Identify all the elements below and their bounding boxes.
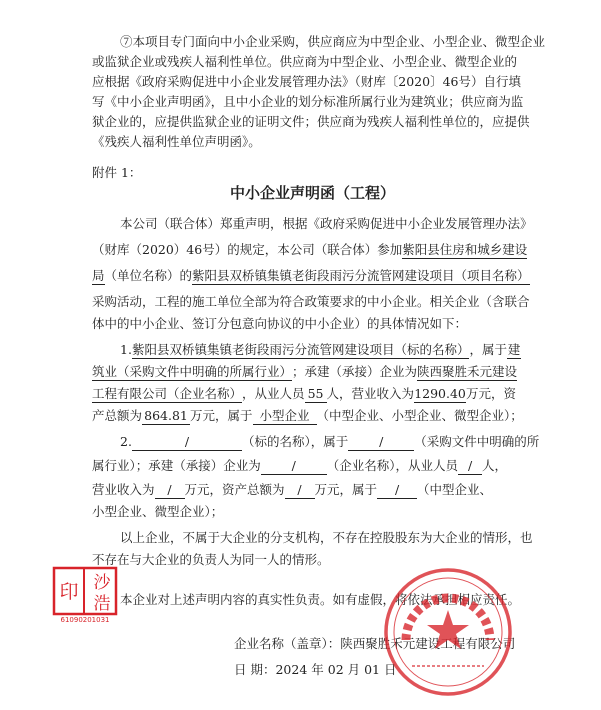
closing-line-1: 以上企业，不属于大企业的分支机构，不存在控股股东为大企业的情形，也 xyxy=(120,530,533,545)
signature-date-value: 2024 年 02 月 01 日 xyxy=(275,662,397,677)
intro-text: （单位名称）的 xyxy=(104,268,193,283)
notice-line-1: ⑦本项目专门面向中小企业采购，供应商应为中型企业、小型企业、微型企业 xyxy=(120,34,546,49)
personal-seal-char-2: 印 xyxy=(59,581,79,603)
purchaser-field: 紫阳县住房和城乡建设 xyxy=(402,242,528,257)
item2-text: （企业名称），从业人员 xyxy=(326,458,459,473)
item2-text: （中型企业、 xyxy=(417,482,493,497)
intro-line-4: 采购活动，工程的施工单位全部为符合政策要求的中小企业。相关企业（含联合 xyxy=(92,294,530,309)
item1-text: 人，营业收入为 xyxy=(326,386,415,401)
signature-company-label: 企业名称（盖章）： xyxy=(234,636,341,651)
item1-assets-field: 864.81 xyxy=(142,408,190,425)
item2-text: 属行业） xyxy=(92,458,136,473)
notice-line-4: 写《中小企业声明函》，且中小企业的划分标准所属行业为建筑业；供应商为监 xyxy=(92,94,524,109)
closing-line-3: 本企业对上述声明内容的真实性负责。如有虚假，将依法承担相应责任。 xyxy=(120,592,521,607)
item1-text: ，从业人员 xyxy=(242,386,305,401)
personal-seal-number: 61090201031 xyxy=(60,616,110,624)
item2-line-1 xyxy=(120,432,539,452)
purchaser-field-cont: 局 xyxy=(92,268,105,283)
project-name-field: 紫阳县双桥镇集镇老街段雨污分流管网建设项目（项目名称） xyxy=(192,268,530,283)
item2-text: 万元，属于 xyxy=(314,482,378,497)
item1-text: ，属于 xyxy=(469,342,507,357)
item1-project-field: 紫阳县双桥镇集镇老街段雨污分流管网建设项目（标的名称） xyxy=(131,342,470,357)
item1-company-field-cont: 工程有限公司（企业名称） xyxy=(92,386,243,401)
item1-line-3 xyxy=(92,384,516,404)
notice-line-2: 或监狱企业或残疾人福利性单位。供应商为中型企业、小型企业、微型企业的 xyxy=(92,54,518,69)
signature-date-line xyxy=(234,660,396,680)
item1-text: 万元，属于 xyxy=(190,408,253,423)
item1-staff-field: 55 xyxy=(305,386,327,403)
item2-text: 人， xyxy=(482,458,508,473)
personal-seal-char-3: 浩 xyxy=(93,594,111,614)
item2-line-2 xyxy=(92,456,507,476)
closing-line-2: 不存在与大企业的负责人为同一人的情形。 xyxy=(92,552,330,567)
item1-company-field: 陕西聚胜禾元建设 xyxy=(417,364,518,379)
item1-text: ；承建（承接）企业为 xyxy=(292,364,418,379)
item2-text: ；承建（承接）企业为 xyxy=(135,458,261,473)
item1-text: 产总额为 xyxy=(92,408,143,423)
item2-industry-field: / xyxy=(348,434,414,451)
personal-seal xyxy=(52,566,118,624)
personal-seal-graphic xyxy=(52,566,118,624)
item1-line-2 xyxy=(92,362,517,382)
attachment-label: 附件 1： xyxy=(92,165,142,180)
intro-line-3 xyxy=(92,266,530,286)
item1-line-4 xyxy=(92,406,523,426)
personal-seal-char-1: 沙 xyxy=(93,573,111,593)
intro-line-2 xyxy=(92,240,527,260)
item2-project-field: / xyxy=(132,434,242,451)
item2-staff-field: / xyxy=(458,458,482,475)
company-seal xyxy=(382,566,514,698)
item2-line-3 xyxy=(92,480,492,500)
item1-line-1 xyxy=(120,340,521,360)
item1-industry-field-cont: 筑业（采购文件中明确的所属行业） xyxy=(92,364,293,379)
item1-size-field: 小型企业 xyxy=(253,408,317,425)
notice-line-3: 应根据《政府采购促进中小企业发展管理办法》（财库〔2020〕46号）自行填 xyxy=(92,74,521,89)
item1-revenue-field: 1290.40 xyxy=(414,386,466,401)
intro-text: （财库（2020）46号）的规定，本公司（联合体）参加 xyxy=(92,242,403,257)
company-seal-graphic xyxy=(382,566,514,698)
item1-number: 1. xyxy=(120,342,132,357)
intro-line-1: 本公司（联合体）郑重声明，根据《政府采购促进中小企业发展管理办法》 xyxy=(120,216,533,231)
item2-assets-field: / xyxy=(285,482,315,499)
item2-revenue-field: / xyxy=(155,482,185,499)
item2-company-field: / xyxy=(261,458,327,475)
notice-line-6: 《残疾人福利性单位声明函》。 xyxy=(92,134,261,149)
notice-line-5: 狱企业的，应提供监狱企业的证明文件；供应商为残疾人福利性单位的，应提供 xyxy=(92,114,530,129)
item2-line-4: 小型企业、微型企业）； xyxy=(92,504,224,519)
item2-text: 营业收入为 xyxy=(92,482,155,497)
signature-company-name: 陕西聚胜禾元建设工程有限公司 xyxy=(340,636,516,651)
item2-text: （标的名称），属于 xyxy=(241,434,349,449)
signature-date-label: 日 期： xyxy=(234,662,276,677)
item1-text: 万元，资 xyxy=(466,386,517,401)
item2-size-field: / xyxy=(377,482,417,499)
item2-text: （采购文件中明确的所 xyxy=(414,434,540,449)
document-title: 中小企业声明函（工程） xyxy=(230,184,396,202)
item2-text: 万元，资产总额为 xyxy=(184,482,285,497)
item1-text: （中型企业、小型企业、微型企业）； xyxy=(316,408,523,423)
intro-line-5: 体中的中小企业、签订分包意向协议的中小企业）的具体情况如下： xyxy=(92,316,468,331)
item1-industry-field: 建 xyxy=(507,342,521,357)
item2-number: 2. xyxy=(120,434,132,449)
